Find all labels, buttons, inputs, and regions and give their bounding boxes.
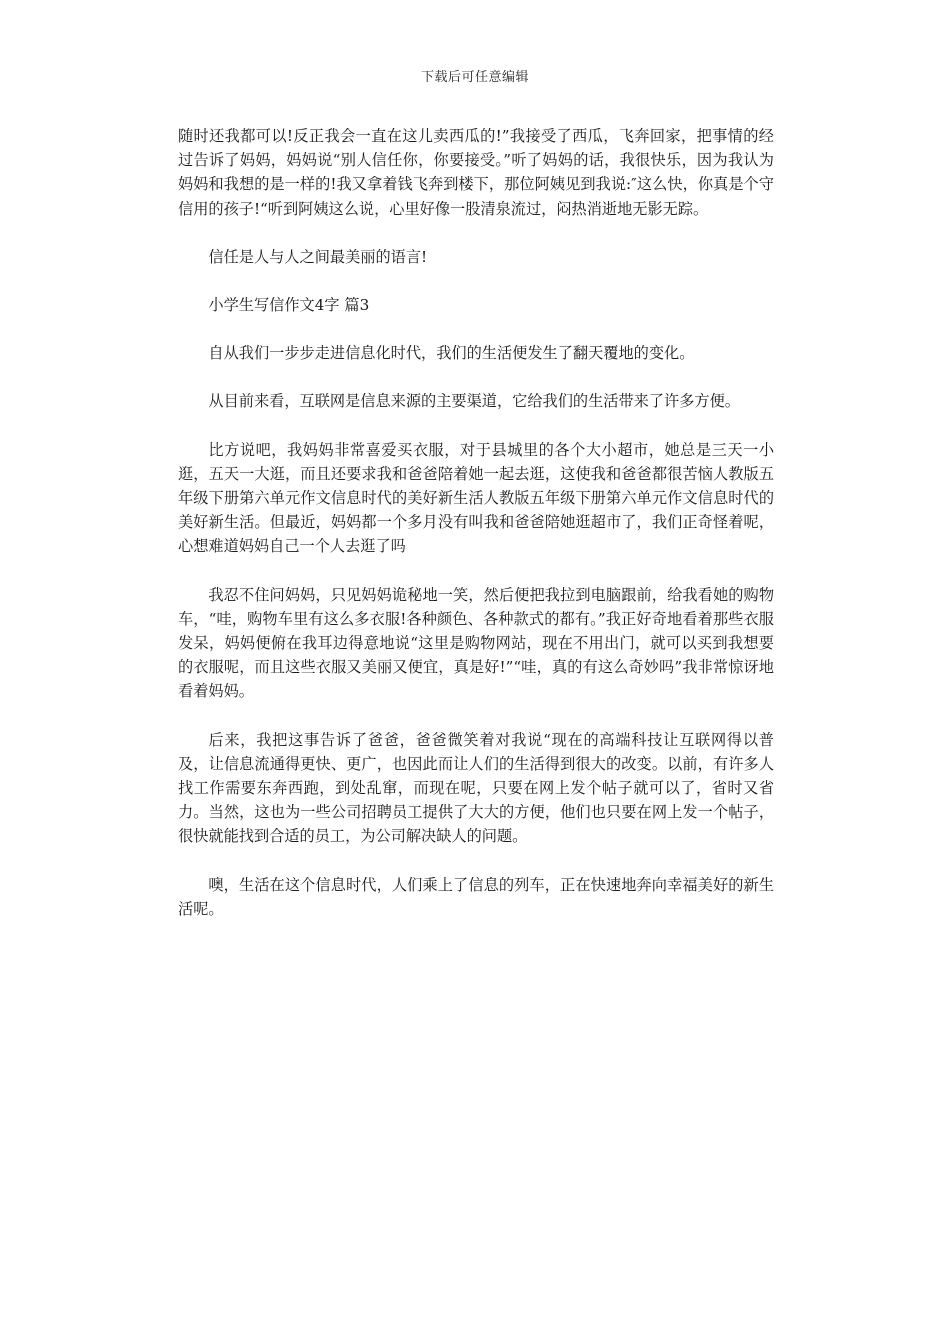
paragraph: 从目前来看，互联网是信息来源的主要渠道，它给我们的生活带来了许多方便。 [208, 392, 740, 411]
paragraph: 我忍不住问妈妈，只见妈妈诡秘地一笑，然后便把我拉到电脑跟前，给我看她的购物车，“哇，购物车里有这么多衣服!各种颜色、各种款式的都有。”我正好奇地看着那些衣服发呆，妈妈便俯在我耳边得意地说“这里是购物网站，现在不用出门，就可以买到我想要的衣服呢，而且这些衣服又美丽又便宜，真是好!”“哇，真的有这么奇妙吗”我非常惊讶地看着妈妈。 [178, 585, 774, 701]
paragraph: 比方说吧，我妈妈非常喜爱买衣服，对于县城里的各个大小超市，她总是三天一小逛，五天一大逛，而且还要求我和爸爸陪着她一起去逛，这使我和爸爸都很苦恼人教版五年级下册第六单元作文信息时代的美好新生活人教版五年级下册第六单元作文信息时代的美好新生活。但最近，妈妈都一个多月没有叫我和爸爸陪她逛超市了，我们正奇怪着呢，心想难道妈妈自己一个人去逛了吗 [178, 440, 774, 556]
paragraph: 随时还我都可以!反正我会一直在这儿卖西瓜的!”我接受了西瓜，飞奔回家，把事情的经过告诉了妈妈，妈妈说“别人信任你，你要接受。”听了妈妈的话，我很快乐，因为我认为妈妈和我想的是一样的!我又拿着钱飞奔到楼下，那位阿姨见到我说:″这么快，你真是个守信用的孩子!“听到阿姨这么说，心里好像一股清泉流过，闷热消逝地无影无踪。 [178, 127, 774, 218]
document-body [178, 124, 774, 945]
paragraph: 自从我们一步步走进信息化时代，我们的生活便发生了翻天覆地的变化。 [208, 344, 695, 363]
paragraph: 信任是人与人之间最美丽的语言! [208, 247, 428, 266]
section-heading: 小学生写信作文4字 篇3 [208, 296, 370, 315]
paragraph: 后来，我把这事告诉了爸爸，爸爸微笑着对我说“现在的高端科技让互联网得以普及，让信息流通得更快、更广，也因此而让人们的生活得到很大的改变。以前，有许多人找工作需要东奔西跑，到处乱窜，而现在呢，只要在网上发个帖子就可以了，省时又省力。当然，这也为一些公司招聘员工提供了大大的方便，他们也只要在网上发一个帖子，很快就能找到合适的员工，为公司解决缺人的问题。 [178, 730, 774, 846]
paragraph: 噢，生活在这个信息时代，人们乘上了信息的列车，正在快速地奔向幸福美好的新生活呢。 [178, 875, 774, 918]
page-header: 下载后可任意编辑 [420, 70, 529, 85]
